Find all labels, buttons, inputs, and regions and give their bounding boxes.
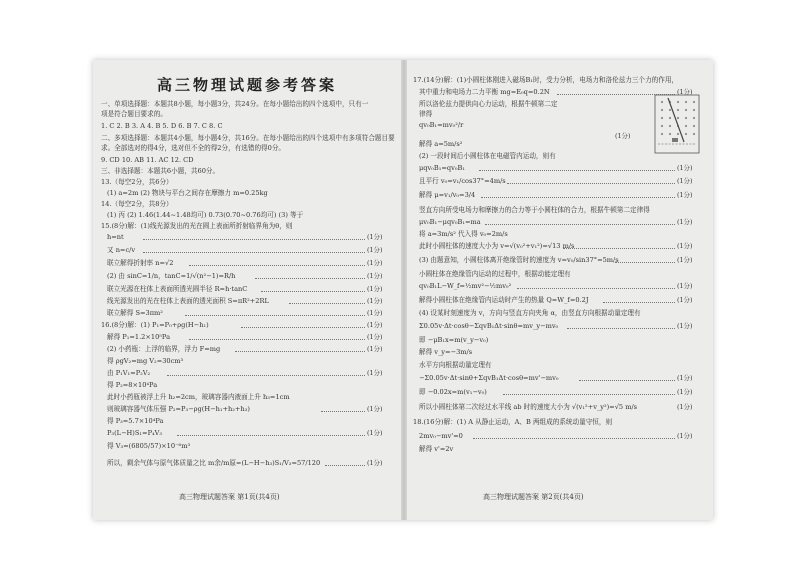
- q15-line: h=nt: [107, 233, 124, 241]
- q17-line: −Σ0.05v·Δt·sinθ+ΣqvB₁Δt·cosθ=mv'−mv₀: [419, 374, 559, 382]
- page-1-footer: 高三物理试题答案 第1页(共4页): [179, 493, 280, 501]
- q17-line: μqv₀B₁=qv₀B₁: [419, 164, 465, 172]
- q17-line: 律得: [419, 110, 433, 118]
- q17-line: 解得 v_y=−3m/s: [419, 348, 473, 356]
- q16-line: 此时小药瓶被浮上升 h₂=2cm，玻璃容器内液面上升 h₃=1cm: [107, 393, 290, 401]
- exam-answer-sheet: [93, 60, 713, 520]
- q17-line: 所以小圆柱体第二次经过水平线 ab 时的速度大小为 √(v₁²+v_y²)=√5 m/s: [419, 403, 638, 411]
- q18-line: 解得 v'=2v: [419, 445, 454, 453]
- q15-line: 联立解得 S=3πm²: [107, 309, 163, 317]
- q17-line: Σ0.05v·Δt·cosθ−ΣqvB₁Δt·sinθ=mv_y−mv₀: [419, 322, 559, 330]
- section-1-answers: 1. C 2. B 3. A 4. B 5. D 6. B 7. C 8. C: [101, 122, 223, 130]
- q15-line: 联立光源在柱体上表面所透光圆半径 R=h·tanC: [107, 285, 248, 293]
- page-2-footer: 高三物理试题答案 第2页(共4页): [483, 493, 584, 501]
- q17-line: 竖直方向所受电场力和摩擦力的合力等于小圆柱体的合力，根据牛顿第二定律得: [419, 206, 650, 214]
- q17-line: 即 −μB₁x=m(v_y−v₀): [419, 336, 489, 344]
- q16-line: 解得 P₁=1.2×10⁵Pa: [107, 333, 171, 341]
- q14-answer: (1) 丙 (2) 1.46(1.44~1.48均可) 0.73(0.70~0.76均可) (3) 等于: [107, 211, 304, 219]
- q14-heading: 14.（每空2分，共8分）: [101, 200, 173, 208]
- q16-line: P₃(L−H)S₁=P₄V₃: [107, 429, 163, 437]
- q13-heading: 13.（每空2分，共6分）: [101, 178, 173, 186]
- q17-line: (2) 一段时间后小圆柱体在电磁管内运动，则有: [419, 152, 556, 160]
- q17-line: μv₀B₁−μqv₀B₁=ma: [419, 218, 481, 226]
- q16-line: 得 P₃=5.7×10⁴Pa: [107, 417, 164, 425]
- q18-line: 2mv₀−mv'=0: [419, 432, 463, 440]
- q17-line: 此时小圆柱体的速度大小为 v=√(v₀²+v₁²)=√13 m/s: [419, 242, 575, 250]
- q17-line: 小圆柱体在绝缘管内运动的过程中，根据动能定理有: [419, 270, 571, 278]
- magnetic-field-figure: [654, 94, 700, 154]
- q17-line: (3) 由题意知，小圆柱体离开绝缘管时的速度为 v=v₀/sin37°=5m/s: [419, 256, 619, 264]
- section-1-heading: 一、单项选择题：本题共8小题，每小题3分，共24分。在每小题给出的四个选项中，只有一: [101, 100, 369, 108]
- q13-answer: (1) a=2m (2) 物块与平台之间存在摩擦力 m=0.25kg: [107, 189, 268, 197]
- q17-line: 解得小圆柱体在绝缘管内运动时产生的热量 Q=W_f=0.2J: [419, 296, 589, 304]
- q15-line: 又 n=c/v: [107, 246, 136, 254]
- q15-line: 线光源发出的光在柱体上表面的透光面积 S=πR²+2RL: [107, 297, 269, 305]
- q16-line: 得 P₂=8×10⁴Pa: [107, 381, 158, 389]
- q17-heading: 17.(14分)解：(1)小圆柱体刚进入磁场B₁时，受力分析，电场力和洛伦兹力三个力的作用，: [413, 76, 679, 84]
- q16-line: 则玻璃容器气体压强 P₂=P₃−ρg(H−h₁+h₂+h₃): [107, 405, 250, 413]
- q16-line: 所以，剩余气体与原气体质量之比 m余/m原=(L−H−h₃)S₁/V₃=57/120: [107, 459, 321, 467]
- q16-line: (2) 小药瓶：上浮的临界，浮力 F=mg: [107, 345, 221, 353]
- section-2-heading: 二、多项选择题：本题共4小题，每小题4分，共16分。在每小题给出的四个选项中有多项符合题目要: [101, 134, 395, 142]
- section-2-answers: 9. CD 10. AB 11. AC 12. CD: [101, 156, 194, 164]
- q17-line: 且平行 v₀=v₁/cos37°=4m/s: [419, 177, 506, 185]
- q18-heading: 18.(16分)解：(1) A 从静止运动，A、B 两组成的系统动量守恒，则: [413, 418, 613, 426]
- q17-line: 其中重力和电场力二力平衡 mg=E₀q=0.2N: [419, 88, 550, 96]
- q17-line: qv₀B₁=mv₀²/r: [419, 121, 464, 129]
- q17-line: 所以洛伦兹力提供向心力运动，根据牛顿第二定: [419, 100, 558, 108]
- q16-line: 由 P₁V₁=P₂V₂: [107, 369, 151, 377]
- answer-page-2: 17.(14分)解：(1)小圆柱体刚进入磁场B₁时，受力分析，电场力和洛伦兹力三个力的作用， 其中重力和电场力二力平衡 mg=E₀q=0.2N (1分) 所以洛伦兹力提供向心力运动，根据牛顿第二定 律得 qv₀B₁=mv₀²/r (1分) 解得 a=5m/s² (2) 一段时间后小圆柱体在电磁管内运动，则有 μqv₀B₁=qv₀B₁ (1分) 且平行 v₀=v₁/cos37°=4m/s (1分) 解得 μ=v₁/v₀=3/4 (1分) 竖直方向所受电场力和摩擦力的合力等于小圆柱体的合力，根据牛顿第二定律得 μv₀B₁−μqv₀B₁=ma (1分) 将 a=3m/s² 代入得 v₀=2m/s 此时小圆柱体的速度大小为 v=√(v₀²+v₁²)=√13 m/s (1分) (3) 由题意知，小圆柱体离开绝缘管时的速度为 v=v₀/sin37°=5m/s (1分) 小圆柱体在绝缘管内运动的过程中，根据动能定理有 qv₀B₁L−W_f=½mv²−½mv₀² (1分) 解得小圆柱体在绝缘管内运动时产生的热量 Q=W_f=0.2J (1分) (4) 设某时刻速度为 v，方向与竖直方向夹角 α，由竖直方向根据动量定理有 Σ0.05v·Δt·cosθ−ΣqvB₁Δt·sinθ=mv_y−mv₀ (1分) 即 −μB₁x=m(v_y−v₀) 解得 v_y=−3m/s 水平方向根据动量定理有 −Σ0.05v·Δt·sinθ+ΣqvB₁Δt·cosθ=mv'−mv₀ (1分) 即 −0.02x=m(v₁−v₀) (1分) 所以小圆柱体第二次经过水平线 ab 时的速度大小为 √(v₁²+v_y²)=√5 m/s (1分) 18.(16分)解：(1) A 从静止运动，A、B 两组成的系统动量守恒，则 2mv₀−mv'=0 (1分) 解得 v'=2v 高三物理试题答案 第2页(共4页): [407, 60, 713, 520]
- q15-line: 联立解得折射率 n=√2: [107, 259, 174, 267]
- q17-line: (4) 设某时刻速度为 v，方向与竖直方向夹角 α，由竖直方向根据动量定理有: [419, 309, 641, 317]
- q17-line: qv₀B₁L−W_f=½mv²−½mv₀²: [419, 282, 512, 290]
- section-2-heading-cont: 求。全部选对的得4分，选对但不全的得2分，有选错的得0分。: [101, 144, 286, 152]
- q16-heading: 16.(8分)解：(1) P₁=P₀+ρg(H−h₁): [101, 321, 209, 329]
- q17-line: 即 −0.02x=m(v₁−v₀): [419, 388, 487, 396]
- q17-line: 解得 μ=v₁/v₀=3/4: [419, 191, 476, 199]
- section-3-heading: 三、非选择题：本题共6小题，共60分。: [101, 167, 220, 175]
- section-1-heading-cont: 项是符合题目要求的。: [101, 110, 167, 118]
- q15-line: (2) 由 sinC=1/n，tanC=1/√(n²−1)=R/h: [107, 272, 236, 280]
- q17-line: 解得 a=5m/s²: [419, 140, 463, 148]
- document-title: 高三物理试题参考答案: [156, 76, 337, 94]
- q16-line: 得 ρgV₂=mg V₂=30cm³: [107, 357, 184, 365]
- q15-heading: 15.(8分)解：(1)线光源发出的光在圆上表面所折射临界角为θ，则: [101, 222, 293, 230]
- answer-page-1: 高三物理试题参考答案 一、单项选择题：本题共8小题，每小题3分，共24分。在每小题给出的四个选项中，只有一 项是符合题目要求的。 1. C 2. B 3. A 4. B 5. D 6. B 7. C 8. C 二、多项选择题：本题共4小题，每小题4分，共16分。在每小题给出的四个选项中有多项符合题目要 求。全部选对的得4分，选对但不全的得2分，有选错的得0分。 9. CD 10. AB 11. AC 12. CD 三、非选择题：本题共6小题，共60分。 13.（每空2分，共6分） (1) a=2m (2) 物块与平台之间存在摩擦力 m=0.25kg 14.（每空2分，共8分） (1) 丙 (2) 1.46(1.44~1.48均可) 0.73(0.70~0.76均可) (3) 等于 15.(8分)解：(1)线光源发出的光在圆上表面所折射临界角为θ，则 h=nt (1分) 又 n=c/v (1分) 联立解得折射率 n=√2 (1分) (2) 由 sinC=1/n，tanC=1/√(n²−1)=R/h (1分) 联立光源在柱体上表面所透光圆半径 R=h·tanC (1分) 线光源发出的光在柱体上表面的透光面积 S=πR²+2RL (1分) 联立解得 S=3πm² (1分) 16.(8分)解：(1) P₁=P₀+ρg(H−h₁) (1分) 解得 P₁=1.2×10⁵Pa (1分) (2) 小药瓶：上浮的临界，浮力 F=mg (1分) 得 ρgV₂=mg V₂=30cm³ 由 P₁V₁=P₂V₂ (1分) 得 P₂=8×10⁴Pa 此时小药瓶被浮上升 h₂=2cm，玻璃容器内液面上升 h₃=1cm 则玻璃容器气体压强 P₂=P₃−ρg(H−h₁+h₂+h₃) (1分) 得 P₃=5.7×10⁴Pa P₃(L−H)S₁=P₄V₃ (1分) 得 V₃=(6805/57)×10⁻⁶m³ 所以，剩余气体与原气体质量之比 m余/m原=(L−H−h₃)S₁/V₃=57/120 (1分) 高三物理试题答案 第1页(共4页): [93, 60, 401, 520]
- q16-line: 得 V₃=(6805/57)×10⁻⁶m³: [107, 442, 191, 450]
- q17-line: 将 a=3m/s² 代入得 v₀=2m/s: [419, 230, 508, 238]
- q17-line: 水平方向根据动量定理有: [419, 361, 492, 369]
